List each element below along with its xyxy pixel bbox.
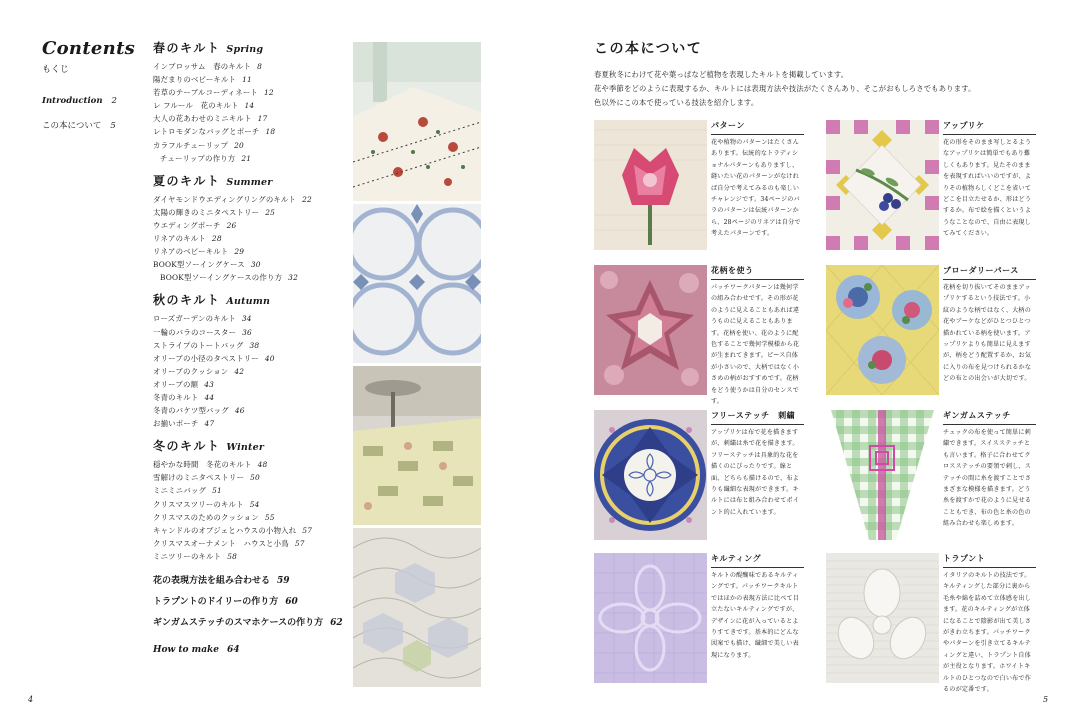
toc-item[interactable] xyxy=(153,471,353,484)
season-summer xyxy=(153,173,353,285)
toc-extra-page: 60 xyxy=(285,597,298,607)
toc-item[interactable] xyxy=(153,391,353,404)
about-title: この本について xyxy=(594,41,703,57)
toc-item[interactable] xyxy=(153,73,353,86)
toc-item[interactable] xyxy=(153,458,353,471)
technique-text: チェックの布を使って簡単に刺繍できます。スイスステッチとも言います。格子に合わせてクロスステッチの要領で刺し、ステッチの間に糸を渡すことでさまざまな模様を描きます。どう糸を渡すかで花のように見せることもでき、布の色と糸の色の組み合わせも楽しめます。 xyxy=(943,429,1032,528)
technique-title: フリーステッチ 刺繍 xyxy=(711,410,804,425)
toc-item-page: 54 xyxy=(249,499,260,509)
toc-item-page: 22 xyxy=(302,194,312,204)
toc-item-label: クリスマスオーナメント ハウスと小鳥 xyxy=(153,538,289,548)
toc-item-label: リネアのキルト xyxy=(153,234,206,244)
toc-item-page: 34 xyxy=(241,314,252,324)
technique-title: ギンガムステッチ xyxy=(943,410,1036,425)
toc-item[interactable] xyxy=(153,524,353,537)
lead-line: 春夏秋冬にわけて花や葉っぱなど植物を表現したキルトを掲載しています。 xyxy=(594,70,849,79)
toc-item[interactable] xyxy=(153,152,353,165)
photo-spring-quilt xyxy=(353,42,481,201)
technique-text: パッチワークパターンは幾何学の組み合わせです。その形が花のように見えることもあれば違うものに見えることもあります。花柄を使い、花のように配色することで幾何学模様から花が生まれてきます。ピース自体が小さいので、大柄ではなく小さめの柄がおすすめです。花柄をどう使うかは自分のセンスです。 xyxy=(711,284,800,406)
toc-item-label: ミニミニバッグ xyxy=(153,486,207,496)
toc-item-label: クリスマスのためのクッション xyxy=(153,512,259,522)
toc-item[interactable] xyxy=(153,484,353,497)
season-heading-jp: 春のキルト xyxy=(153,41,221,55)
gingham-stitch-image xyxy=(826,410,939,540)
toc-about-label: この本について xyxy=(42,121,102,131)
technique-card-gingham-stitch xyxy=(826,410,1036,540)
toc-item-page: 25 xyxy=(265,207,276,217)
photo-strip xyxy=(353,42,481,690)
toc-item-label: オリーブの小径のタペストリー xyxy=(153,353,259,363)
photo-autumn-quilt xyxy=(353,366,481,525)
toc-extra-item[interactable] xyxy=(153,571,353,592)
toc-item[interactable] xyxy=(153,271,353,284)
technique-text: 花柄を切り抜いてそのままアップリケするという技法です。小紋のような柄ではなく、大柄の花やブーケなどがひとつひとつ描かれている柄を使います。アップリケよりも簡単に見えますが、柄をどう配置するか、お気に入りの布を見つけられるかなどの布との出会いが大切です。 xyxy=(943,284,1032,383)
season-heading-en: Spring xyxy=(226,44,264,55)
toc-item-page: 55 xyxy=(264,512,275,522)
season-heading-jp: 冬のキルト xyxy=(153,439,221,454)
toc-item[interactable] xyxy=(153,404,353,417)
photo-summer-quilt xyxy=(353,204,481,363)
toc-extra-label: ギンガムステッチのスマホケースの作り方 xyxy=(153,618,324,628)
toc-item[interactable] xyxy=(153,245,353,258)
toc-item[interactable] xyxy=(153,352,353,365)
toc-extra-page: 62 xyxy=(330,618,343,628)
toc-item-label: 雪解けのミニタペストリー xyxy=(153,473,245,483)
toc-item[interactable] xyxy=(153,326,353,339)
toc-item-page: 36 xyxy=(242,327,252,337)
technique-title: キルティング xyxy=(711,553,804,568)
toc-item-label: オリーブの額 xyxy=(153,379,199,389)
toc-item-label: チューリップの作り方 xyxy=(160,153,236,163)
toc-item-label: 冬青のバケツ型バッグ xyxy=(153,406,229,416)
toc-howto-label: How to make xyxy=(153,645,219,655)
toc-item-page: 29 xyxy=(234,247,245,257)
toc-howto[interactable] xyxy=(153,640,353,661)
toc-item[interactable] xyxy=(153,537,353,550)
technique-text: キルトの醍醐味であるキルティングです。パッチワークキルトではほかの表現方法に比べて目立たないキルティングですが、デザインに花が入っているとよりすてきです。基本的にどんな図案でも描け、繊細で美しい表現になります。 xyxy=(711,572,800,659)
season-heading-jp: 秋のキルト xyxy=(153,293,221,308)
toc-item-label: クリスマスツリーのキルト xyxy=(153,499,244,509)
toc-item-page: 38 xyxy=(249,340,260,350)
toc-item[interactable] xyxy=(153,258,353,271)
toc-item-label: ダイヤモンドウエディングリングのキルト xyxy=(153,194,297,204)
toc-item-label: ローズガーデンのキルト xyxy=(153,314,236,324)
toc-item-label: カラフルチューリップ xyxy=(153,140,229,150)
page-number-right: 5 xyxy=(1043,695,1049,704)
toc-howto-page: 64 xyxy=(227,645,240,655)
lead-line: 花や季節をどのように表現するか、キルトには表現方法や技法がたくさんあり、そこがおもしろさでもあります。 xyxy=(594,84,976,93)
toc-item-label: オリーブのクッション xyxy=(153,366,229,376)
technique-card-trapunto xyxy=(826,553,1036,694)
toc-item-page: 14 xyxy=(244,101,255,111)
toc-extra-item[interactable] xyxy=(153,592,353,613)
contents-title: Contents xyxy=(42,38,136,59)
applique-quilt-image xyxy=(826,120,939,250)
toc-item-page: 8 xyxy=(257,62,262,71)
season-heading-en: Winter xyxy=(226,442,265,454)
toc-item-label: 陽だまりのベビーキルト xyxy=(153,75,237,85)
toc-intro-page: 2 xyxy=(111,96,117,106)
lead-line: 色以外にこの本で使っている技法を紹介します。 xyxy=(594,98,759,107)
toc-about[interactable] xyxy=(42,119,116,131)
season-heading xyxy=(153,173,353,193)
pattern-quilt-image xyxy=(594,120,707,250)
toc-item-label: ウエディングポーチ xyxy=(153,220,221,230)
toc-item-label: 大人の花あわせのミニキルト xyxy=(153,114,252,124)
toc-item-page: 12 xyxy=(264,88,274,98)
broderie-perse-quilt-image xyxy=(826,265,939,395)
technique-title: アップリケ xyxy=(943,120,1036,135)
toc-item[interactable] xyxy=(153,378,353,391)
toc-item-page: 28 xyxy=(211,234,222,244)
toc-item-page: 18 xyxy=(265,127,276,137)
toc-item[interactable] xyxy=(153,498,353,511)
toc-item[interactable] xyxy=(153,417,353,430)
free-stitch-quilt-image xyxy=(594,410,707,540)
page-number-left: 4 xyxy=(28,695,34,704)
toc-item[interactable] xyxy=(153,193,353,206)
toc-item-page: 40 xyxy=(264,353,275,363)
toc-item-label: レ フルール 花のキルト xyxy=(153,101,239,111)
toc-about-page: 5 xyxy=(110,121,116,131)
technique-card-floral-print xyxy=(594,265,804,406)
toc-item-page: 46 xyxy=(234,406,245,416)
technique-title: トラプント xyxy=(943,553,1036,568)
technique-card-quilting xyxy=(594,553,804,683)
toc-item-page: 11 xyxy=(242,75,252,85)
season-heading-en: Summer xyxy=(226,176,273,188)
toc-item-label: 穏やかな時間 冬花のキルト xyxy=(153,460,252,470)
toc-intro-label: Introduction xyxy=(42,96,103,106)
toc-item[interactable] xyxy=(153,139,353,152)
technique-card-free-stitch xyxy=(594,410,804,540)
toc-item-label: お揃いポーチ xyxy=(153,419,199,429)
toc-intro[interactable] xyxy=(42,96,117,106)
season-heading xyxy=(153,292,353,312)
toc-item[interactable] xyxy=(153,112,353,125)
technique-card-applique xyxy=(826,120,1036,250)
toc-item-label: 一輪のバラのコースター xyxy=(153,327,237,337)
trapunto-image xyxy=(826,553,939,683)
about-lead xyxy=(594,68,1034,110)
toc-extra-page: 59 xyxy=(277,576,290,586)
toc-item-page: 32 xyxy=(288,273,298,283)
technique-title: ブローダリーパース xyxy=(943,265,1036,280)
technique-card-pattern xyxy=(594,120,804,250)
toc-item-page: 26 xyxy=(226,220,237,230)
technique-card-broderie-perse xyxy=(826,265,1036,395)
toc-item[interactable] xyxy=(153,365,353,378)
toc-item-page: 21 xyxy=(241,153,252,163)
season-winter xyxy=(153,438,353,563)
season-heading xyxy=(153,438,353,458)
toc-item-label: インブロッサム 春のキルト xyxy=(153,62,252,71)
toc-item-page: 47 xyxy=(204,419,215,429)
quilting-image xyxy=(594,553,707,683)
toc-item-page: 17 xyxy=(257,114,268,124)
toc-column xyxy=(153,40,353,661)
toc-extra-label: トラプントのドイリーの作り方 xyxy=(153,597,279,607)
toc-item[interactable] xyxy=(153,99,353,112)
toc-item-page: 44 xyxy=(204,392,215,402)
toc-item-label: ミニツリーのキルト xyxy=(153,551,222,561)
toc-item-page: 57 xyxy=(294,538,305,548)
technique-text: 花や植物のパターンはたくさんあります。伝統的なトラディショナルパターンもありますし、縫いたい花のパターンがなければ自分で考えてみるのも楽しいチャレンジです。34ページのバラのパターンは伝統パターンから、28ページのリネアは自分で考えたパターンです。 xyxy=(711,139,801,238)
toc-extra-label: 花の表現方法を組み合わせる xyxy=(153,576,271,586)
toc-item[interactable] xyxy=(153,60,353,73)
season-heading-jp: 夏のキルト xyxy=(153,173,221,188)
toc-item[interactable] xyxy=(153,86,353,99)
toc-item-page: 50 xyxy=(250,473,260,483)
toc-item-page: 30 xyxy=(250,260,261,270)
toc-item-label: BOOK型ソーイングケース xyxy=(153,260,245,270)
right-page xyxy=(538,0,1076,727)
toc-item-page: 58 xyxy=(227,551,238,561)
toc-item-page: 20 xyxy=(234,140,244,150)
toc-item-page: 48 xyxy=(257,460,268,470)
toc-item[interactable] xyxy=(153,550,353,563)
toc-item-label: リネアのベビーキルト xyxy=(153,247,229,257)
season-heading xyxy=(153,40,353,60)
toc-item-label: BOOK型ソーイングケースの作り方 xyxy=(160,273,283,283)
contents-subtitle: もくじ xyxy=(42,65,70,75)
toc-item-label: 若草のテーブルコーディネート xyxy=(153,88,259,98)
season-spring xyxy=(153,40,353,165)
toc-item-label: 冬青のキルト xyxy=(153,392,199,402)
floral-print-quilt-image xyxy=(594,265,707,395)
toc-item-label: レトロモダンなバッグとポーチ xyxy=(153,127,260,137)
toc-item[interactable] xyxy=(153,219,353,232)
toc-item[interactable] xyxy=(153,511,353,524)
technique-title: 花柄を使う xyxy=(711,265,804,280)
toc-item-label: 太陽の輝きのミニタペストリー xyxy=(153,207,260,217)
technique-text: アップリケは布で花を描きますが、刺繍は糸で花を描きます。フリーステッチは具象的な花を描くのにぴったりです。線と面、どちらも描けるので、布よりも繊細な表現ができます。キルトには布と組み合わせてポイント的に入れています。 xyxy=(711,429,800,516)
toc-item-label: ストライプのトートバッグ xyxy=(153,340,244,350)
toc-item[interactable] xyxy=(153,206,353,219)
toc-item-page: 51 xyxy=(212,486,222,496)
technique-text: イタリアのキルトの技法です。キルティングした部分に裏から毛糸や綿を詰めて立体感を出します。花のキルティングが立体になることで陰影が出て美しさがきわ立ちます。パッチワークやパターンを引き立てるキルティングと違い、トラプント自体が主役となります。ホワイトキルトのひとつなので白い布で作るのが定番です。 xyxy=(943,572,1032,694)
toc-item-label: キャンドルのオブジェとハウスの小物入れ xyxy=(153,525,297,535)
technique-text: 花の形をそのまま写しとるようなアップリケは簡単でもあり難しくもあります。見たそのままを表現すればいいのですが、よりその植物らしくどこを省いてどこを目立たせるか、形はどうするか。布で絵を描くというようなことなので、自由に表現してみてください。 xyxy=(943,139,1032,238)
toc-item[interactable] xyxy=(153,339,353,352)
photo-winter-quilt xyxy=(353,528,481,687)
toc-item-page: 57 xyxy=(302,525,313,535)
toc-item-page: 43 xyxy=(204,379,214,389)
toc-extra-item[interactable] xyxy=(153,613,353,634)
toc-item-page: 42 xyxy=(234,366,245,376)
season-autumn xyxy=(153,292,353,430)
toc-item[interactable] xyxy=(153,125,353,138)
toc-item[interactable] xyxy=(153,232,353,245)
toc-item[interactable] xyxy=(153,312,353,325)
technique-title: パターン xyxy=(711,120,804,135)
season-heading-en: Autumn xyxy=(226,296,271,308)
